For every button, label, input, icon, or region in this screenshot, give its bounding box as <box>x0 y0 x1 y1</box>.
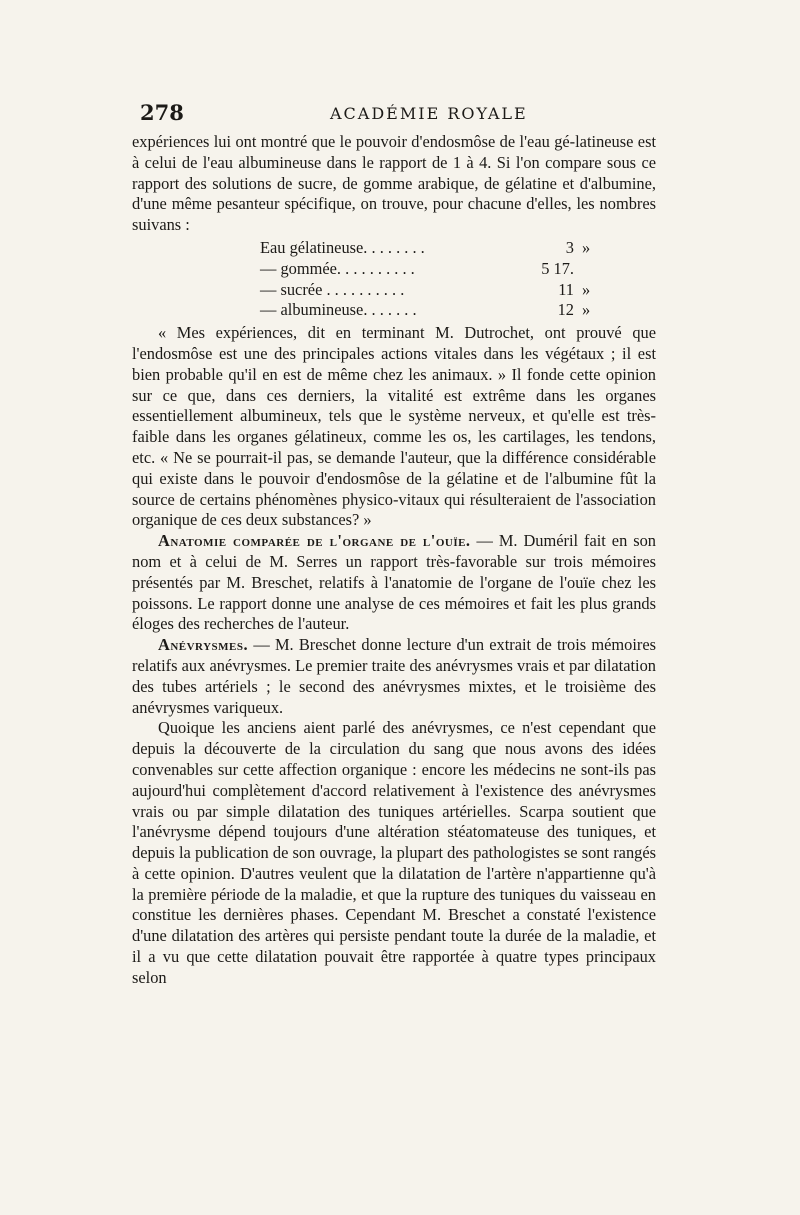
table-row-mark: » <box>582 237 591 257</box>
table-row-value: 11 <box>558 279 574 299</box>
table-row-label: — gommée. . . . . . . . . . <box>260 258 415 278</box>
table-row <box>132 300 656 321</box>
values-table <box>132 238 656 321</box>
table-row <box>132 238 656 259</box>
section-heading-anatomie: Anatomie comparée de l'organe de l'ouïe. <box>158 531 471 551</box>
paragraph-intro: expériences lui ont montré que le pouvoir d'endosmôse de l'eau gé-latineuse est à celui de l'eau albumineuse dans le rapport de 1 à 4. Si l'on compare sous ce rapport des solutions de sucre, de gomme arabique, de gélatine et d'albumine, d'une même pesanteur spécifique, on trouve, pour chacune d'elles, les nombres suivans : <box>132 132 656 235</box>
table-row-mark: » <box>582 279 591 299</box>
section-heading-anevrysmes: Anévrysmes. <box>158 635 249 655</box>
paragraph-final: Quoique les anciens aient parlé des anévrysmes, ce n'est cependant que depuis la découverte de la circulation du sang que nous avons des idées convenables sur cette affection organique : encore les médecins ne sont-ils pas aujourd'hui complètement d'accord relativement à l'existence des anévrysmes vrais ou par simple dilatation des tuniques artérielles. Scarpa soutient que l'anévrysme dépend toujours d'une altération stéatomateuse des tuniques, et depuis la publication de son ouvrage, la plupart des pathologistes se sont rangés à cette opinion. D'autres veulent que la dilatation de l'artère n'appartienne qu'à la première période de la maladie, et que la rupture des tuniques du vaisseau en constitue les dernières phases. Cependant M. Breschet a constaté l'existence d'une dilatation des artères qui persiste pendant toute la durée de la maladie, et il a vu que cette dilatation pouvait être rapportée à quatre types principaux selon <box>132 718 656 987</box>
page-number: 278 <box>140 100 184 125</box>
running-title: ACADÉMIE ROYALE <box>330 104 528 123</box>
page-header <box>140 100 655 126</box>
table-row-value: 5 17. <box>541 258 574 278</box>
paragraph-dutrochet-quote: « Mes expériences, dit en terminant M. Dutrochet, ont prouvé que l'endosmôse est une des principales actions vitales dans les végétaux ; il est bien probable qu'il en est de même chez les animaux. » Il fonde cette opinion sur ce que, dans ces derniers, la vitalité est extrême dans les organes essentiellement albumineux, tels que le système nerveux, et qu'elle est très-faible dans les organes gélatineux, comme les os, les cartilages, les tendons, etc. « Ne se pourrait-il pas, se demande l'auteur, que la différence considérable qui existe dans le pouvoir d'endosmôse de la gélatine et de l'albumine fût la source de certains phénomènes physico-vitaux qui résulteraient de l'association organique de ces deux substances? » <box>132 323 656 530</box>
body-text <box>132 132 656 989</box>
table-row-label: Eau gélatineuse. . . . . . . . <box>260 237 425 257</box>
table-row <box>132 259 656 280</box>
section-text-anatomie: — M. Duméril fait en son nom et à celui de M. Serres un rapport très-favorable sur trois mémoires présentés par M. Breschet, relatifs à l'anatomie de l'organe de l'ouïe chez les poissons. Le rapport donne une analyse de ces mémoires et fait les plus grands éloges des recherches de l'auteur. <box>132 531 656 634</box>
table-row-mark <box>582 259 612 280</box>
section-text-anevrysmes: — M. Breschet donne lecture d'un extrait de trois mémoires relatifs aux anévrysmes. Le premier traite des anévrysmes vrais et par dilatation des tubes artériels ; le second des anévrysmes mixtes, et le troisième des anévrysmes variqueux. <box>132 635 656 717</box>
table-row-label: — albumineuse. . . . . . . <box>260 300 417 320</box>
section-anatomie <box>132 531 656 635</box>
section-anevrysmes <box>132 635 656 718</box>
table-row-value: 12 <box>557 300 574 320</box>
table-row <box>132 280 656 301</box>
table-row-value: 3 <box>565 237 574 257</box>
table-row-mark: » <box>582 300 591 320</box>
table-row-label: — sucrée . . . . . . . . . . <box>260 279 405 299</box>
